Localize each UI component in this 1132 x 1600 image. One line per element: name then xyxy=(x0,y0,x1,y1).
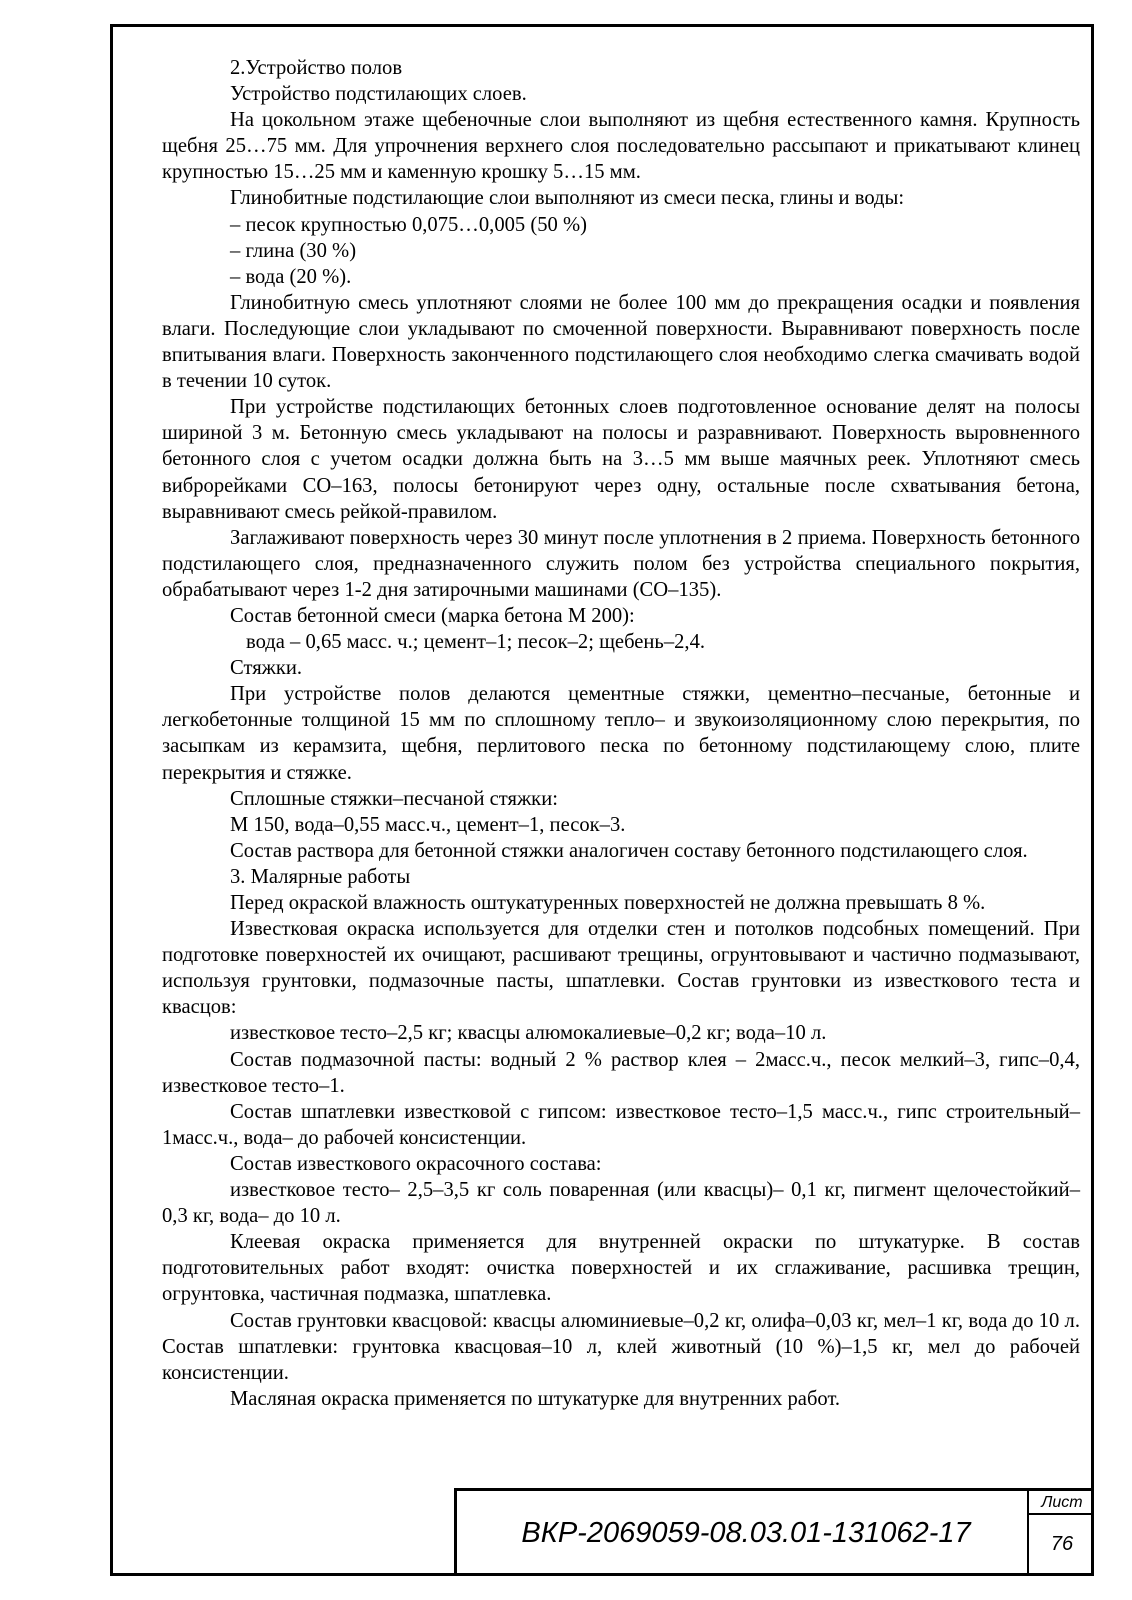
paragraph: Состав раствора для бетонной стяжки аналогичен составу бетонного подстилающего слоя. xyxy=(230,839,1028,862)
document-code: ВКР-2069059-08.03.01-131062-17 xyxy=(521,1517,971,1549)
paragraph: Состав известкового окрасочного состава: xyxy=(230,1152,602,1175)
paragraph: Глинобитные подстилающие слои выполняют из смеси песка, глины и воды: xyxy=(230,187,905,210)
paragraph: Известковая окраска используется для отделки стен и потолков подсобных помещений. При подготовке поверхностей их очищают, расшивают трещины, огрунтовывают и частично подмазывают, используя грунтовки, подмазочные пасты, шпатлевки. Состав грунтовки из известкового теста и квасцов: xyxy=(162,918,1080,1019)
paragraph: Состав шпатлевки известковой с гипсом: известковое тесто–1,5 масс.ч., гипс строительный–1масс.ч., вода– до рабочей консистенции. xyxy=(162,1100,1080,1149)
paragraph: Состав подмазочной пасты: водный 2 % раствор клея – 2масс.ч., песок мелкий–3, гипс–0,4, известковое тесто–1. xyxy=(162,1048,1080,1097)
section-heading: 3. Малярные работы xyxy=(230,865,411,888)
sheet-label: Лист xyxy=(1041,1494,1083,1511)
paragraph: Клеевая окраска применяется для внутренней окраски по штукатурке. В состав подготовительных работ входят: очистка поверхностей и их сглаживание, расшивка трещин, огрунтовка, частичная подмазка, шпатлевка. xyxy=(162,1231,1080,1306)
sheet-number: 76 xyxy=(1050,1533,1074,1555)
section-heading: 2.Устройство полов xyxy=(230,57,403,79)
list-item: – вода (20 %). xyxy=(230,265,352,288)
paragraph: Масляная окраска применяется по штукатурке для внутренних работ. xyxy=(230,1387,841,1410)
subheading: Стяжки. xyxy=(230,657,303,680)
paragraph: Заглаживают поверхность через 30 минут после уплотнения в 2 приема. Поверхность бетонного подстилающего слоя, предназначенного служить полом без устройства специального покрытия, обрабатывают через 1-2 дня затирочными машинами (СО–135). xyxy=(162,526,1080,601)
paragraph: Глинобитную смесь уплотняют слоями не более 100 мм до прекращения осадки и появления влаги. Последующие слои укладывают по смоченной поверхности. Выравнивают поверхность после впитывания влаги. Поверхность законченного подстилающего слоя необходимо слегка смачивать водой в течении 10 суток. xyxy=(162,291,1080,393)
document-body xyxy=(162,55,1080,1412)
title-block-top-border xyxy=(454,1488,1094,1491)
paragraph: При устройстве полов делаются цементные стяжки, цементно–песчаные, бетонные и легкобетонные толщиной 15 мм по сплошному тепло– и звукоизоляционному слою перекрытия, по засыпкам из керамзита, щебня, перлитового песка по бетонному подстилающему слою, плите перекрытия и стяжке. xyxy=(162,683,1080,784)
paragraph: Состав грунтовки квасцовой: квасцы алюминиевые–0,2 кг, олифа–0,03 кг, мел–1 кг, вода до 10 л. Состав шпатлевки: грунтовка квасцовая–10 л, клей животный (10 %)–1,5 кг, мел до рабочей консистенции. xyxy=(162,1309,1080,1384)
paragraph: известковое тесто–2,5 кг; квасцы алюмокалиевые–0,2 кг; вода–10 л. xyxy=(230,1022,827,1045)
subheading: Устройство подстилающих слоев. xyxy=(230,83,527,106)
paragraph: М 150, вода–0,55 масс.ч., цемент–1, песок–3. xyxy=(230,813,626,836)
paragraph: Сплошные стяжки–песчаной стяжки: xyxy=(230,787,558,810)
paragraph: известковое тесто– 2,5–3,5 кг соль поваренная (или квасцы)– 0,1 кг, пигмент щелочестойкий– 0,3 кг, вода– до 10 л. xyxy=(162,1179,1080,1228)
paragraph: На цокольном этаже щебеночные слои выполняют из щебня естественного камня. Крупность щебня 25…75 мм. Для упрочнения верхнего слоя последовательно рассыпают и прикатывают клинец крупностью 15…25 мм и каменную крошку 5…15 мм. xyxy=(162,109,1080,184)
title-block-left-border xyxy=(454,1488,457,1576)
paragraph: Перед окраской влажность оштукатуренных поверхностей не должна превышать 8 %. xyxy=(230,892,986,914)
formula-line: вода – 0,65 масс. ч.; цемент–1; песок–2; щебень–2,4. xyxy=(246,631,706,654)
list-item: – глина (30 %) xyxy=(230,239,357,262)
paragraph: Состав бетонной смеси (марка бетона М 200): xyxy=(230,604,635,627)
paragraph: При устройстве подстилающих бетонных слоев подготовленное основание делят на полосы шириной 3 м. Бетонную смесь укладывают на полосы и разравнивают. Поверхность выровненного бетонного слоя с учетом осадки должна быть на 3…5 мм выше маячных реек. Уплотняют смесь виброрейками СО–163, полосы бетонируют через одну, остальные после схватывания бетона, выравнивают смесь рейкой-правилом. xyxy=(162,396,1080,523)
list-item: – песок крупностью 0,075…0,005 (50 %) xyxy=(230,213,587,236)
